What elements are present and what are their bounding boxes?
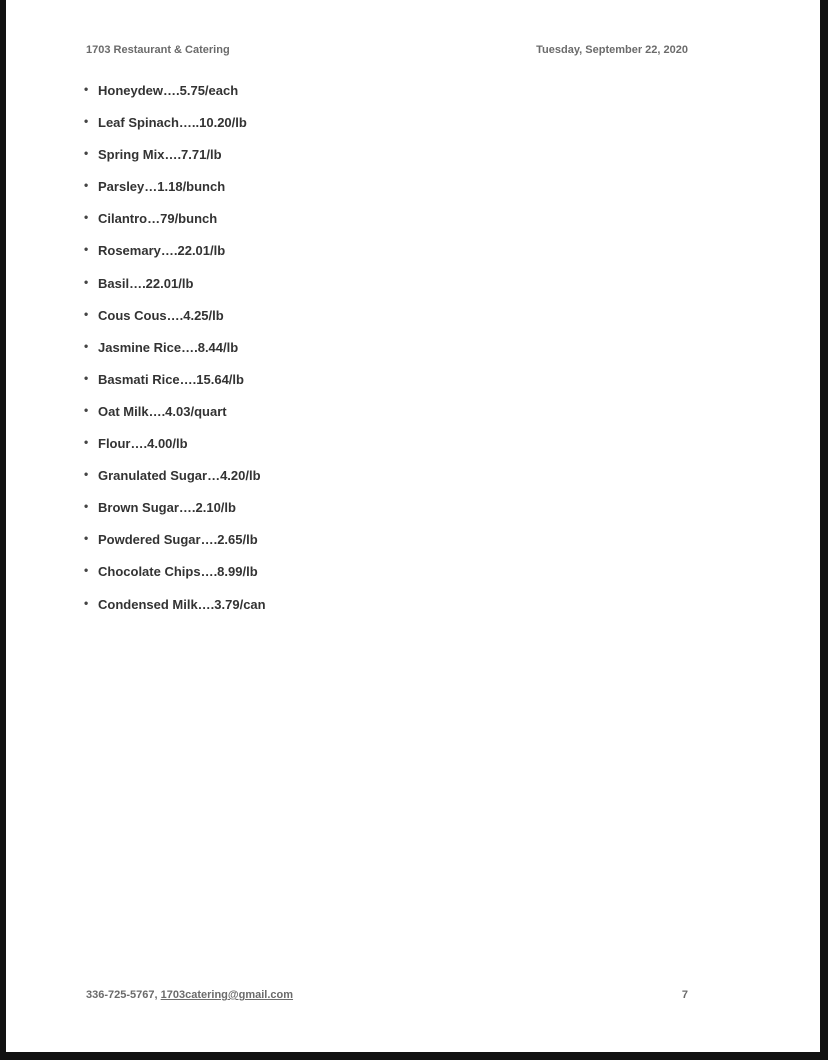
list-item-text: Cous Cous….4.25/lb bbox=[98, 307, 224, 323]
header-company-name: 1703 Restaurant & Catering bbox=[86, 44, 230, 56]
bullet-icon: • bbox=[84, 338, 89, 353]
bullet-icon: • bbox=[84, 563, 89, 578]
bullet-icon: • bbox=[84, 210, 89, 225]
list-item-text: Honeydew….5.75/each bbox=[98, 83, 239, 98]
list-item-text: Flour….4.00/lb bbox=[98, 436, 188, 452]
bullet-icon: • bbox=[84, 306, 89, 321]
list-item-text: Basmati Rice….15.64/lb bbox=[98, 371, 244, 387]
bullet-icon: • bbox=[84, 82, 89, 96]
bullet-icon: • bbox=[84, 467, 89, 482]
list-item-text: Jasmine Rice….8.44/lb bbox=[98, 339, 239, 355]
list-item-text: Oat Milk….4.03/quart bbox=[98, 403, 227, 419]
list-item-text: Brown Sugar….2.10/lb bbox=[98, 500, 236, 516]
list-item-text: Powdered Sugar….2.65/lb bbox=[98, 532, 258, 548]
bullet-icon: • bbox=[84, 595, 89, 610]
bullet-icon: • bbox=[84, 531, 89, 546]
list-item-text: Chocolate Chips….8.99/lb bbox=[98, 564, 258, 580]
footer-email-link[interactable]: 1703catering@gmail.com bbox=[160, 989, 294, 1001]
list-item-text: Condensed Milk….3.79/can bbox=[98, 596, 266, 612]
list-item-text: Basil….22.01/lb bbox=[98, 275, 194, 291]
list-item-text: Parsley…1.18/bunch bbox=[98, 179, 226, 195]
list-item-text: Granulated Sugar…4.20/lb bbox=[98, 468, 261, 484]
list-item-text: Cilantro…79/bunch bbox=[98, 211, 218, 227]
list-item-text: Spring Mix….7.71/lb bbox=[98, 147, 222, 163]
bullet-icon: • bbox=[84, 370, 89, 385]
header-date: Tuesday, September 22, 2020 bbox=[536, 44, 688, 56]
bullet-icon: • bbox=[84, 435, 89, 450]
bullet-icon: • bbox=[84, 242, 89, 257]
bullet-icon: • bbox=[84, 114, 89, 129]
bullet-icon: • bbox=[84, 402, 89, 417]
page-number: 7 bbox=[681, 989, 688, 1001]
document-page bbox=[6, 0, 820, 1052]
bullet-icon: • bbox=[84, 499, 89, 514]
footer-contact bbox=[86, 989, 293, 1001]
list-item-text: Leaf Spinach…..10.20/lb bbox=[98, 115, 247, 131]
footer-phone: 336-725-5767, bbox=[86, 989, 161, 1001]
bullet-icon: • bbox=[84, 146, 89, 161]
bullet-icon: • bbox=[84, 178, 89, 193]
list-item-text: Rosemary….22.01/lb bbox=[98, 243, 226, 259]
bullet-icon: • bbox=[84, 274, 89, 289]
